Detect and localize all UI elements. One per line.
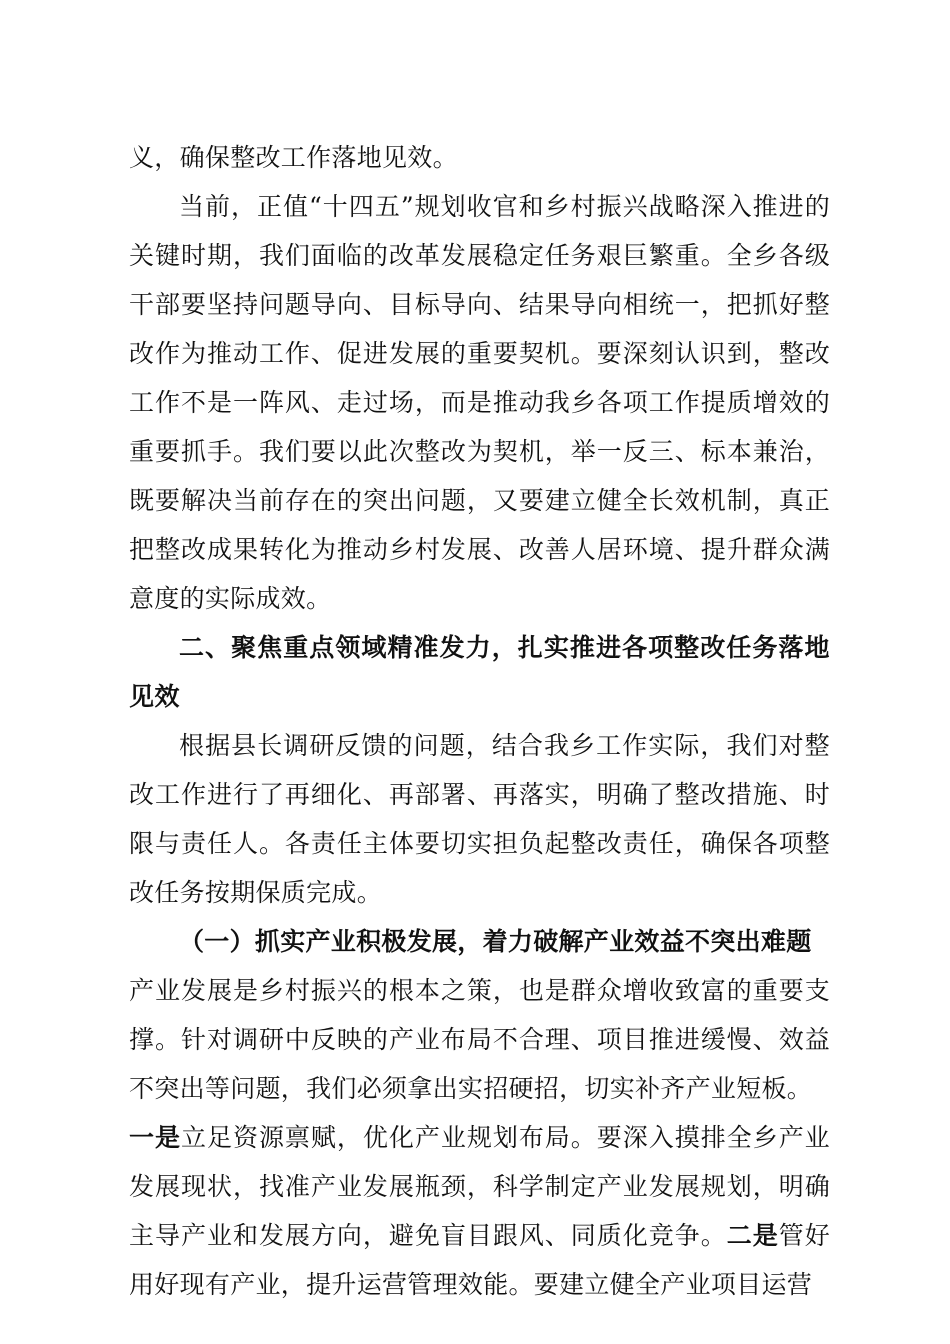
paragraph-continuation: 义，确保整改工作落地见效。 [129, 143, 458, 172]
measure-text-2: 管好用好现有产业，提升运营管理效能。要建立健全产业项目运营 [129, 1221, 830, 1299]
section-heading-2: 二、聚焦重点领域精准发力，扎实推进各项整改任务落地见效 [129, 633, 830, 711]
subheading-1: （一）抓实产业积极发展，着力破解产业效益不突出难题 [179, 927, 812, 956]
measure-lead-1: 一是 [129, 1123, 181, 1152]
paragraph-current-period: 当前，正值“十四五”规划收官和乡村振兴战略深入推进的关键时期，我们面临的改革发展稳定任务艰巨繁重。全乡各级干部要坚持问题导向、目标导向、结果导向相统一，把抓好整改作为推动工作、促进发展的重要契机。要深刻认识到，整改工作不是一阵风、走过场，而是推动我乡各项工作提质增效的重要抓手。我们要以此次整改为契机，举一反三、标本兼治，既要解决当前存在的突出问题，又要建立健全长效机制，真正把整改成果转化为推动乡村发展、改善人居环境、提升群众满意度的实际成效。 [129, 192, 830, 613]
measure-text-1: 立足资源禀赋，优化产业规划布局。要深入摸排全乡产业发展现状，找准产业发展瓶颈，科学制定产业发展规划，明确主导产业和发展方向，避免盲目跟风、同质化竞争。 [129, 1123, 830, 1250]
paragraph-industry-development: 产业发展是乡村振兴的根本之策，也是群众增收致富的重要支撑。针对调研中反映的产业布局不合理、项目推进缓慢、效益不突出等问题，我们必须拿出实招硬招，切实补齐产业短板。 [129, 976, 830, 1103]
measure-lead-2: 二是 [726, 1221, 779, 1250]
paragraph-measures [129, 1113, 830, 1309]
paragraph-rectification-plan: 根据县长调研反馈的问题，结合我乡工作实际，我们对整改工作进行了再细化、再部署、再落实，明确了整改措施、时限与责任人。各责任主体要切实担负起整改责任，确保各项整改任务按期保质完成。 [129, 731, 830, 907]
document-page [129, 133, 830, 1309]
